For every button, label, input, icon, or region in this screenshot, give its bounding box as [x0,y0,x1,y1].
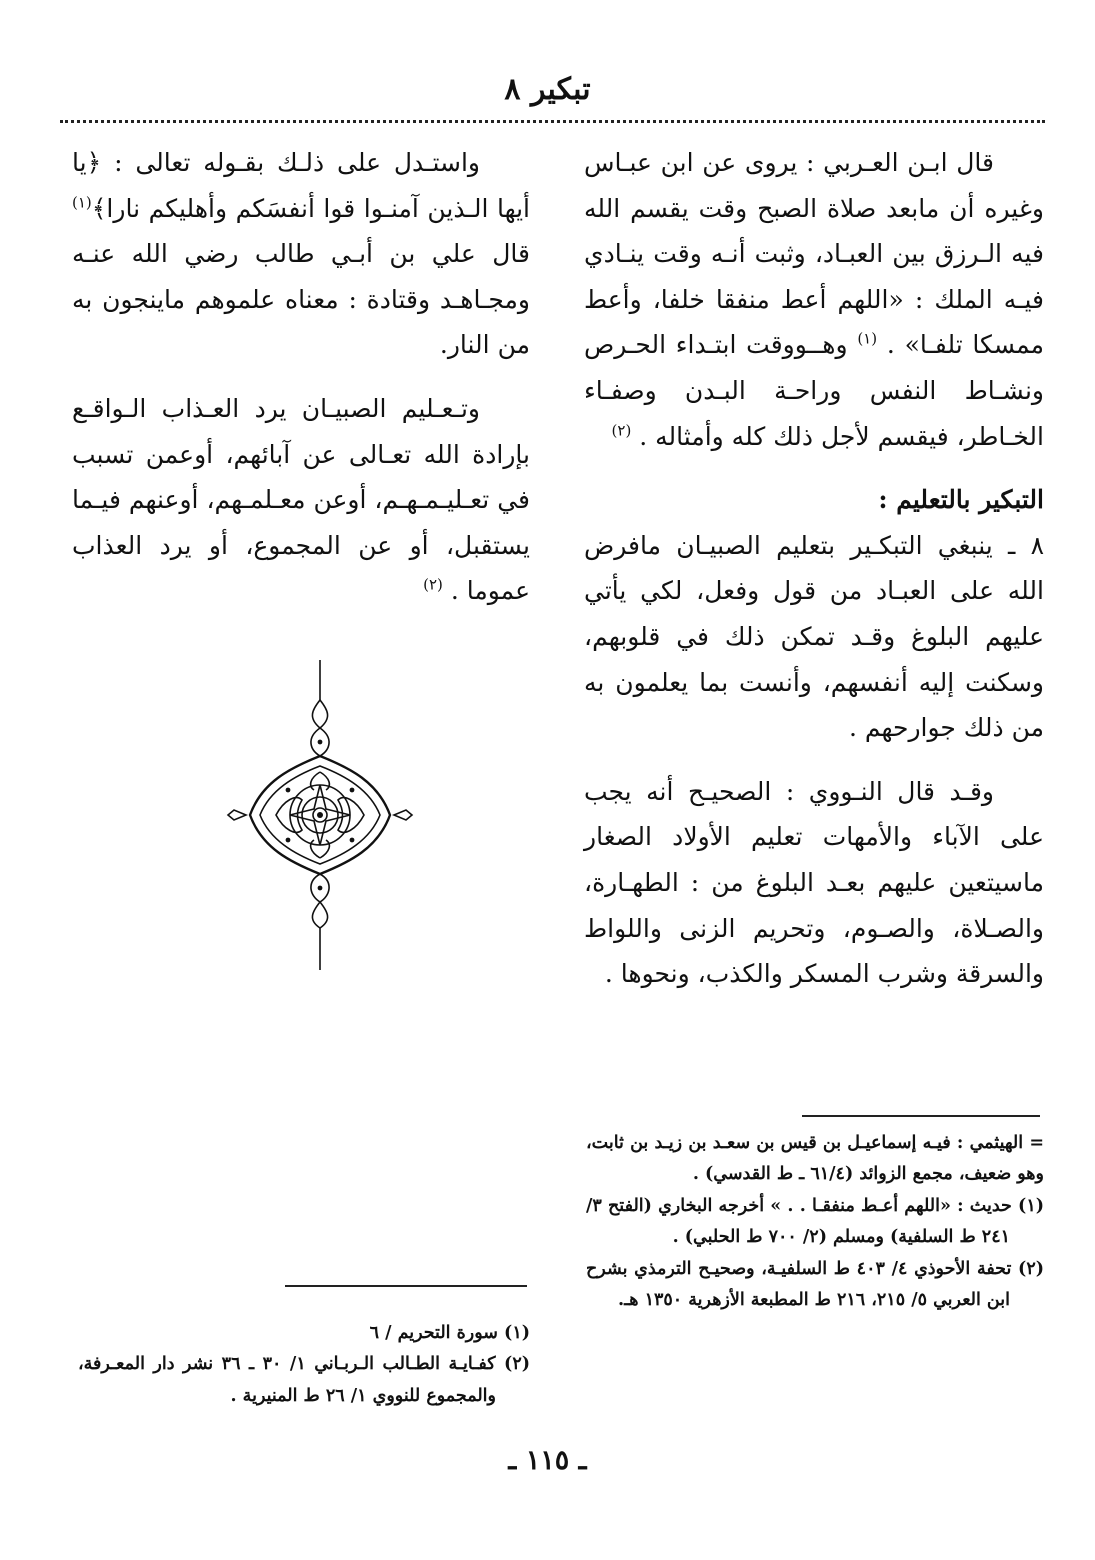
header-dotted-rule [60,120,1045,123]
left-column [72,140,530,614]
left-paragraph-2 [72,386,530,614]
footnote-1: (١) سورة التحريم / ٦ [369,1323,530,1343]
footnotes-right [586,1128,1044,1316]
footnote-2: (٢) تحفة الأحوذي ٤/ ٤٠٣ ط السلفيـة، وصحيـح الترمذي بشرح ابن العربي ٥/ ٢١٥، ٢١٦ ط المطبعة الأزهرية ١٣٥٠ هـ. [586,1258,1045,1311]
right-paragraph-1 [584,140,1044,459]
footnote-ref: (١) [72,193,92,212]
left-paragraph-1-text-a: واستـدل على ذلـك بقـوله تعالى : ﴿يا أيها الـذين آمنـوا قوا أنفسَكم وأهليكم نارا﴾ [72,148,530,223]
footnote-ref: (٢) [611,421,632,440]
arabesque-ornament-icon [200,660,440,970]
footnote-ref: (٢) [423,576,443,595]
left-paragraph-1-text-b: قال علي بن أبـي طالب رضي الله عنـه ومجـاهـد وقتادة : معناه علموهم ماينجون به من النار. [72,239,530,360]
left-paragraph-1 [72,140,530,368]
section-heading: التبكير بالتعليم : [878,485,1044,515]
footnote-2: (٢) كفـايـة الطـالب الـربـاني ١/ ٣٠ ـ ٣٦ نشر دار المعـرفة، والمجموع للنووي ١/ ٢٦ ط المنيرية . [78,1354,530,1406]
footnote-1: (١) حديث : «اللهم أعـط منفقـا . . » أخرجه البخاري (الفتح ٣/ ٢٤١ ط السلفية) ومسلم (٢/ ٧٠٠ ط الحلبي) . [586,1195,1044,1248]
left-paragraph-2-text: وتـعـليم الصبيـان يرد العـذاب الـواقـع بإرادة الله تعـالى عن آبائهم، أوعمن تسبب في تعـليـمـهـم، أوعن معـلمـهم، أوعنهم فيـما يستقبل، أو عن المجموع، أو يرد العذاب عموما . [72,393,530,606]
footnote-separator-left [285,1285,527,1287]
page-number: ـ ١١٥ ـ [508,1445,587,1476]
footnote-ref: (١) [857,330,878,349]
right-paragraph-2: ٨ ـ ينبغي التبكـير بتعليم الصبيـان مافرض الله على العبـاد من قول وفعل، لكي يأتي عليهم البلوغ وقـد تمكن ذلك في قلوبهم، وسكنت إليه أنفسهم، وأنست بما يعلمون به من ذلك جوارحهم . [584,530,1044,743]
footnotes-left [78,1318,530,1412]
footnote-continuation: = الهيثمي : فيـه إسماعيـل بن قيس بن سعـد بن زيـد بن ثابت، وهو ضعيف، مجمع الزوائد (٦١/٤ ـ ط القدسي) . [586,1133,1044,1185]
right-paragraph-1-text-a: قال ابـن العـربي : يروى عن ابن عبـاس وغيره أن مابعد صلاة الصبح وقت يقسم الله فيه الـرزق بين العبـاد، وثبت أنـه وقت ينـادي فيـه الملك : «اللهم أعط منفقا خلفا، وأعط ممسكا تلفـا» . [584,148,1045,360]
running-header: تبكير ٨ [504,72,591,107]
footnote-separator-right [802,1115,1040,1117]
right-column [584,140,1044,997]
right-paragraph-3: وقـد قال النـووي : الصحيـح أنه يجب على الآباء والأمهات تعليم الأولاد الصغار ماسيتعين عليهم بعـد البلوغ من : الطهـارة، والصـلاة، والصـوم، وتحريم الزنى واللواط والسرقة وشرب المسكر والكذب، ونحوها . [584,776,1044,989]
right-paragraph-1-text-b: وهــووقت ابتـداء الحـرص ونشـاط النفس وراحـة البـدن وصفـاء الخـاطر، فيقسم لأجل ذلك كله وأمثاله . [584,330,1044,451]
